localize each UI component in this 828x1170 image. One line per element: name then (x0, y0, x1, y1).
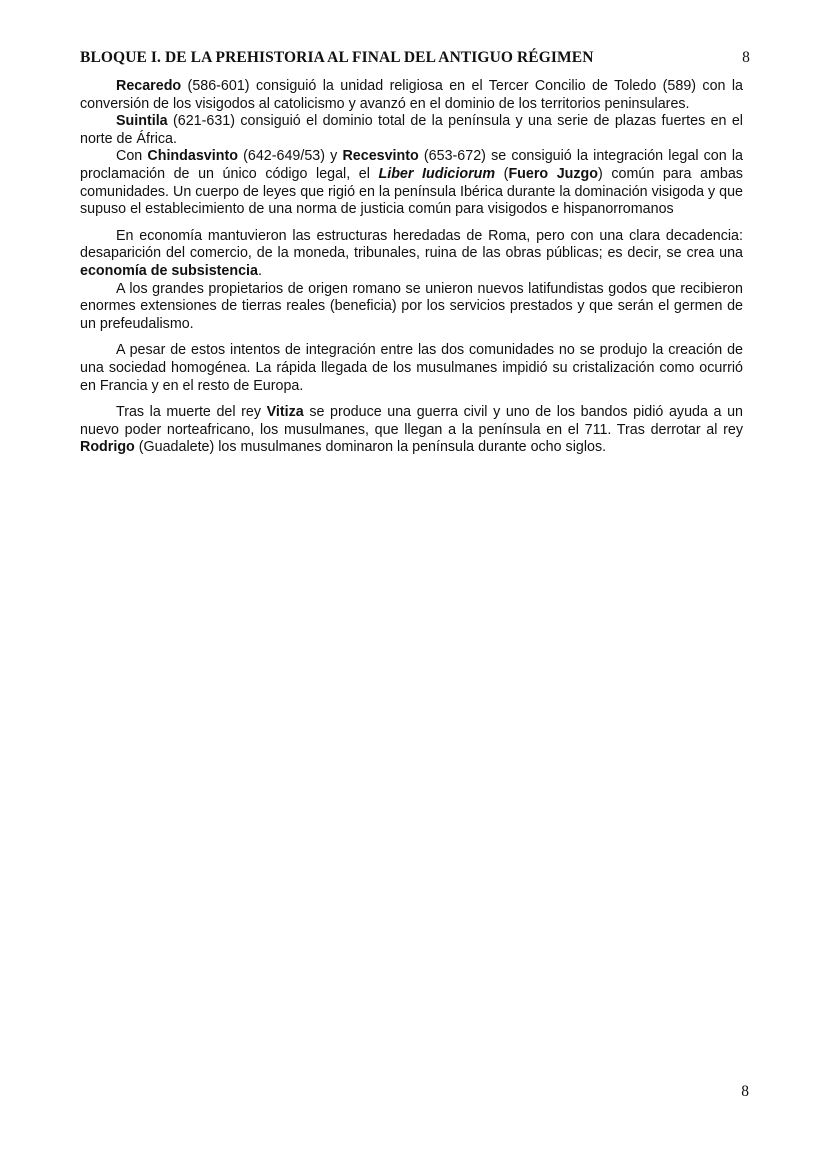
paragraph-suintila (80, 113, 743, 148)
paragraph-vitiza (80, 404, 743, 457)
term-liber-iudiciorum: Liber Iudiciorum (378, 165, 496, 182)
paragraph-economia (80, 228, 743, 281)
text-span: A pesar de estos intentos de integración entre las dos comunidades no se produjo la creación de una sociedad homogénea. La rápida llegada de los musulmanes impidió su cristalización como ocurrió en Francia y en el resto de Europa. (80, 342, 743, 394)
text-span: A los grandes propietarios de origen romano se unieron nuevos latifundistas godos que recibieron enormes extensiones de tierras reales (beneficia) por los servicios prestados y que serán el germen de un prefeudalismo. (80, 280, 743, 332)
text-span: se produce una guerra civil y uno de los bandos pidió ayuda a un nuevo poder norteafricano, los musulmanes, que llegan a la península en el 711. Tras derrotar al rey (80, 404, 743, 438)
text-span: ) común para ambas comunidades. Un cuerpo de leyes que rigió en la península Ibérica durante la dominación visigoda y que supuso el establecimiento de una norma de justicia común para visigodos e hispanorromanos (80, 165, 743, 218)
name-recesvinto: Recesvinto (342, 148, 419, 165)
text-span: En economía mantuvieron las estructuras heredadas de Roma, pero con una clara decadencia: desaparición del comercio, de la moneda, tribunales, ruina de las obras públicas; es decir, se crea una (80, 227, 743, 262)
footer-page-number: 8 (741, 1083, 749, 1100)
paragraph-integracion (80, 342, 743, 395)
term-economia-subsistencia: economía de subsistencia (80, 262, 258, 279)
document-body (80, 78, 743, 457)
name-rodrigo: Rodrigo (80, 439, 135, 456)
text-span: Con (116, 148, 148, 165)
paragraph-propietarios (80, 281, 743, 334)
text-span: (642-649/53) y (237, 148, 343, 165)
page-header (80, 49, 750, 71)
name-chindasvinto: Chindasvinto (147, 148, 238, 165)
header-page-number: 8 (742, 49, 750, 66)
text-span: Tras la muerte del rey (116, 404, 267, 421)
text-span: (Guadalete) los musulmanes dominaron la península durante ocho siglos. (134, 439, 607, 456)
page-title: BLOQUE I. DE LA PREHISTORIA AL FINAL DEL ANTIGUO RÉGIMEN (80, 49, 594, 66)
paragraph-text: (621-631) consiguió el dominio total de la península y una serie de plazas fuertes en el norte de África. (80, 113, 743, 147)
text-span: (653-672) se consiguió la integración legal con la proclamación de un único código legal, el (80, 148, 743, 182)
text-span: ( (495, 165, 509, 182)
text-span: . (257, 262, 262, 279)
paragraph-text: (586-601) consiguió la unidad religiosa en el Tercer Concilio de Toledo (589) con la conversión de los visigodos al catolicismo y avanzó en el dominio de los territorios peninsulares. (80, 78, 743, 112)
term-fuero-juzgo: Fuero Juzgo (508, 165, 599, 182)
name-suintila: Suintila (116, 113, 168, 130)
paragraph-chindasvinto (80, 148, 743, 218)
name-recaredo: Recaredo (116, 78, 182, 94)
name-vitiza: Vitiza (266, 404, 304, 421)
paragraph-recaredo (80, 78, 743, 113)
